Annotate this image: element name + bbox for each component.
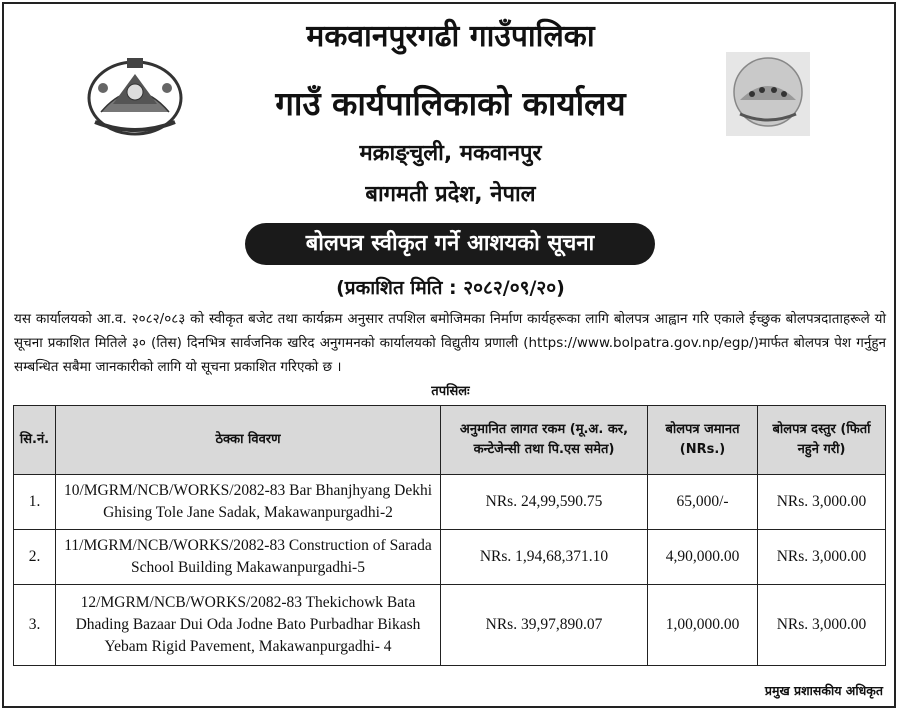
published-date: (प्रकाशित मिति : २०८२/०९/२०): [336, 277, 565, 299]
col-header-estimated-cost: अनुमानित लागत रकम (मू.अ. कर, कन्टेजेन्सी तथा पि.एस समेत): [441, 406, 648, 475]
table-row: [14, 530, 886, 585]
cell-sn: 2.: [14, 530, 56, 585]
office-name: गाउँ कार्यपालिकाको कार्यालय: [275, 84, 626, 123]
cell-bid-fee: NRs. 3,000.00: [758, 475, 886, 530]
cell-sn: 1.: [14, 475, 56, 530]
cell-description: 11/MGRM/NCB/WORKS/2082-83 Construction of Sarada School Building Makawanpurgadhi-5: [56, 530, 441, 585]
table-row: [14, 475, 886, 530]
cell-bid-fee: NRs. 3,000.00: [758, 585, 886, 666]
cell-bid-security: 65,000/-: [648, 475, 758, 530]
cell-description: 10/MGRM/NCB/WORKS/2082-83 Bar Bhanjhyang Dekhi Ghising Tole Jane Sadak, Makawanpurgadhi-2: [56, 475, 441, 530]
cell-estimated-cost: NRs. 39,97,890.07: [441, 585, 648, 666]
province-name: बागमती प्रदेश, नेपाल: [365, 182, 536, 207]
cell-bid-security: 1,00,000.00: [648, 585, 758, 666]
col-header-description: ठेक्का विवरण: [56, 406, 441, 475]
table-row: [14, 585, 886, 666]
notice-title: बोलपत्र स्वीकृत गर्ने आशयको सूचना: [245, 223, 655, 265]
cell-sn: 3.: [14, 585, 56, 666]
municipality-name: मकवानपुरगढी गाउँपालिका: [306, 19, 595, 54]
col-header-bid-security: बोलपत्र जमानत (NRs.): [648, 406, 758, 475]
cell-estimated-cost: NRs. 1,94,68,371.10: [441, 530, 648, 585]
cell-description: 12/MGRM/NCB/WORKS/2082-83 Thekichowk Bata Dhading Bazaar Dui Oda Jodne Bato Purbadhar Bikash Yebam Rigid Pavement, Makawanpurgadhi- 4: [56, 585, 441, 666]
cell-bid-security: 4,90,000.00: [648, 530, 758, 585]
tender-table: [13, 405, 886, 666]
cell-bid-fee: NRs. 3,000.00: [758, 530, 886, 585]
col-header-bid-fee: बोलपत्र दस्तुर (फिर्ता नहुने गरी): [758, 406, 886, 475]
notice-body: यस कार्यालयको आ.व. २०८२/०८३ को स्वीकृत बजेट तथा कार्यक्रम अनुसार तपशिल बमोजिमका निर्माण कार्यहरूका लागि बोलपत्र आह्वान गरि एकाले ईच्छुक बोलपत्रदाताहरूले यो सूचना प्रकाशित मितिले ३० (तिस) दिनभित्र सार्वजनिक खरिद अनुगमनको कार्यालयको विद्युतीय प्रणाली (https://www.bolpatra.gov.np/egp/)मार्फत बोलपत्र पेश गर्नुहुन सम्बन्धित सबैमा जानकारीको लागि यो सूचना प्रकाशित गरिएको छ ।: [14, 311, 886, 375]
cell-estimated-cost: NRs. 24,99,590.75: [441, 475, 648, 530]
table-header-row: [14, 406, 886, 475]
schedule-label: तपसिलः: [431, 384, 470, 399]
signature-title: प्रमुख प्रशासकीय अधिकृत: [764, 683, 883, 698]
office-location: मक्राङ्चुली, मकवानपुर: [359, 141, 542, 166]
col-header-sn: सि.नं.: [14, 406, 56, 475]
